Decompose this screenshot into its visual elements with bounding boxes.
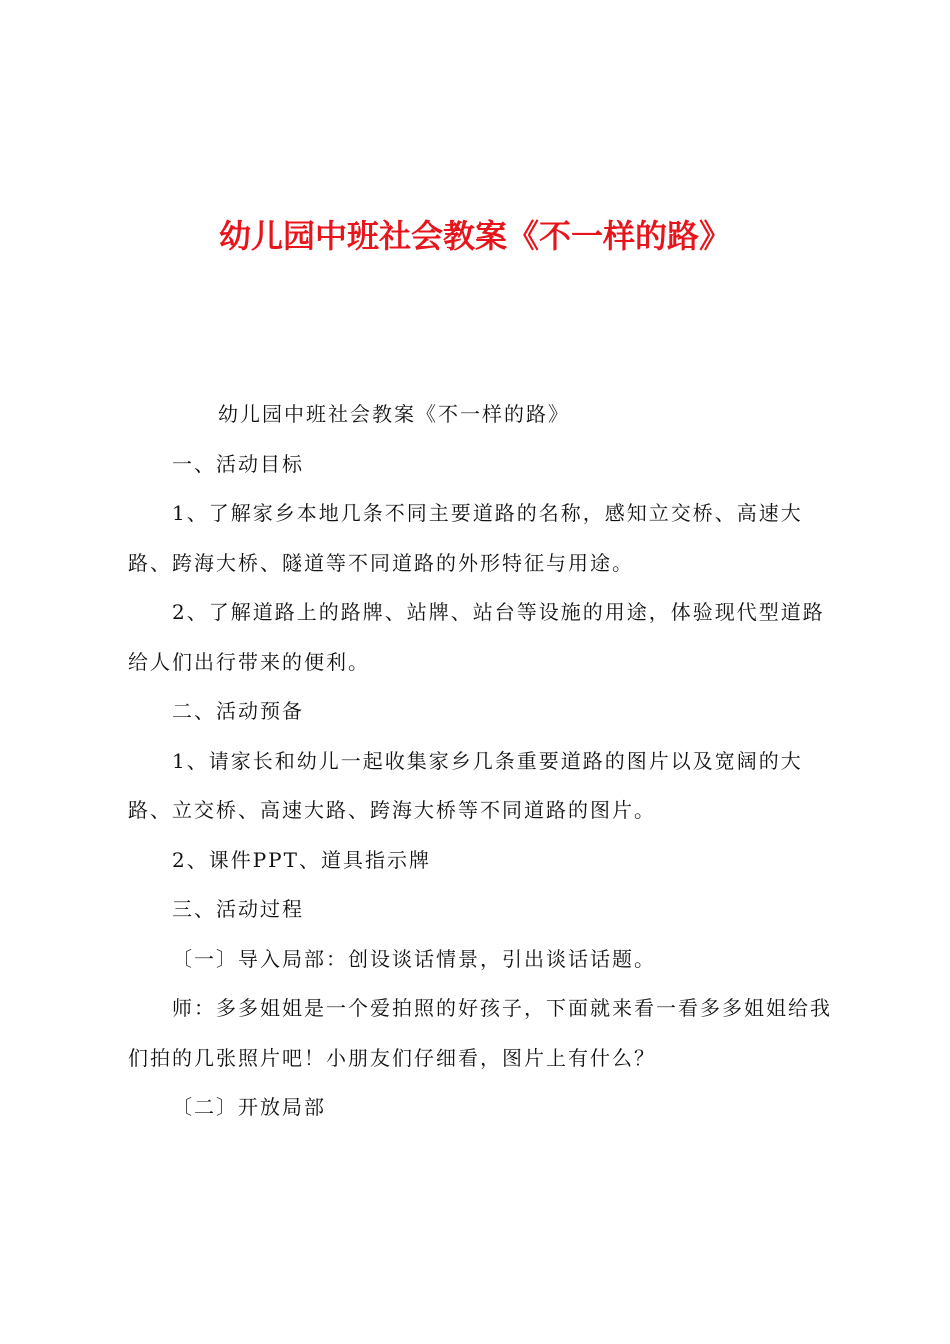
prep-item-2: 2、课件PPT、道具指示牌	[172, 847, 431, 872]
section-heading-process: 三、活动过程	[172, 897, 304, 921]
process-step-1-text: 师：多多姐姐是一个爱拍照的好孩子，下面就来看一看多多姐姐给我们拍的几张照片吧！小朋友们仔细看，图片上有什么？	[128, 996, 832, 1070]
goal-item-1: 1、了解家乡本地几条不同主要道路的名称，感知立交桥、高速大路、跨海大桥、隧道等不同道路的外形特征与用途。	[128, 501, 803, 575]
section-heading-preparation: 二、活动预备	[172, 699, 304, 723]
goal-item-2: 2、了解道路上的路牌、站牌、站台等设施的用途，体验现代型道路给人们出行带来的便利。	[128, 600, 825, 674]
process-step-1-heading: 〔一〕导入局部：创设谈话情景，引出谈话话题。	[172, 946, 656, 971]
document-subtitle: 幼儿园中班社会教案《不一样的路》	[218, 402, 570, 426]
document-title: 幼儿园中班社会教案《不一样的路》	[218, 217, 731, 255]
process-step-2-heading: 〔二〕开放局部	[172, 1095, 326, 1119]
prep-item-1: 1、请家长和幼儿一起收集家乡几条重要道路的图片以及宽阔的大路、立交桥、高速大路、跨海大桥等不同道路的图片。	[128, 748, 803, 822]
section-heading-goals: 一、活动目标	[172, 451, 304, 476]
document-body	[128, 390, 832, 1133]
